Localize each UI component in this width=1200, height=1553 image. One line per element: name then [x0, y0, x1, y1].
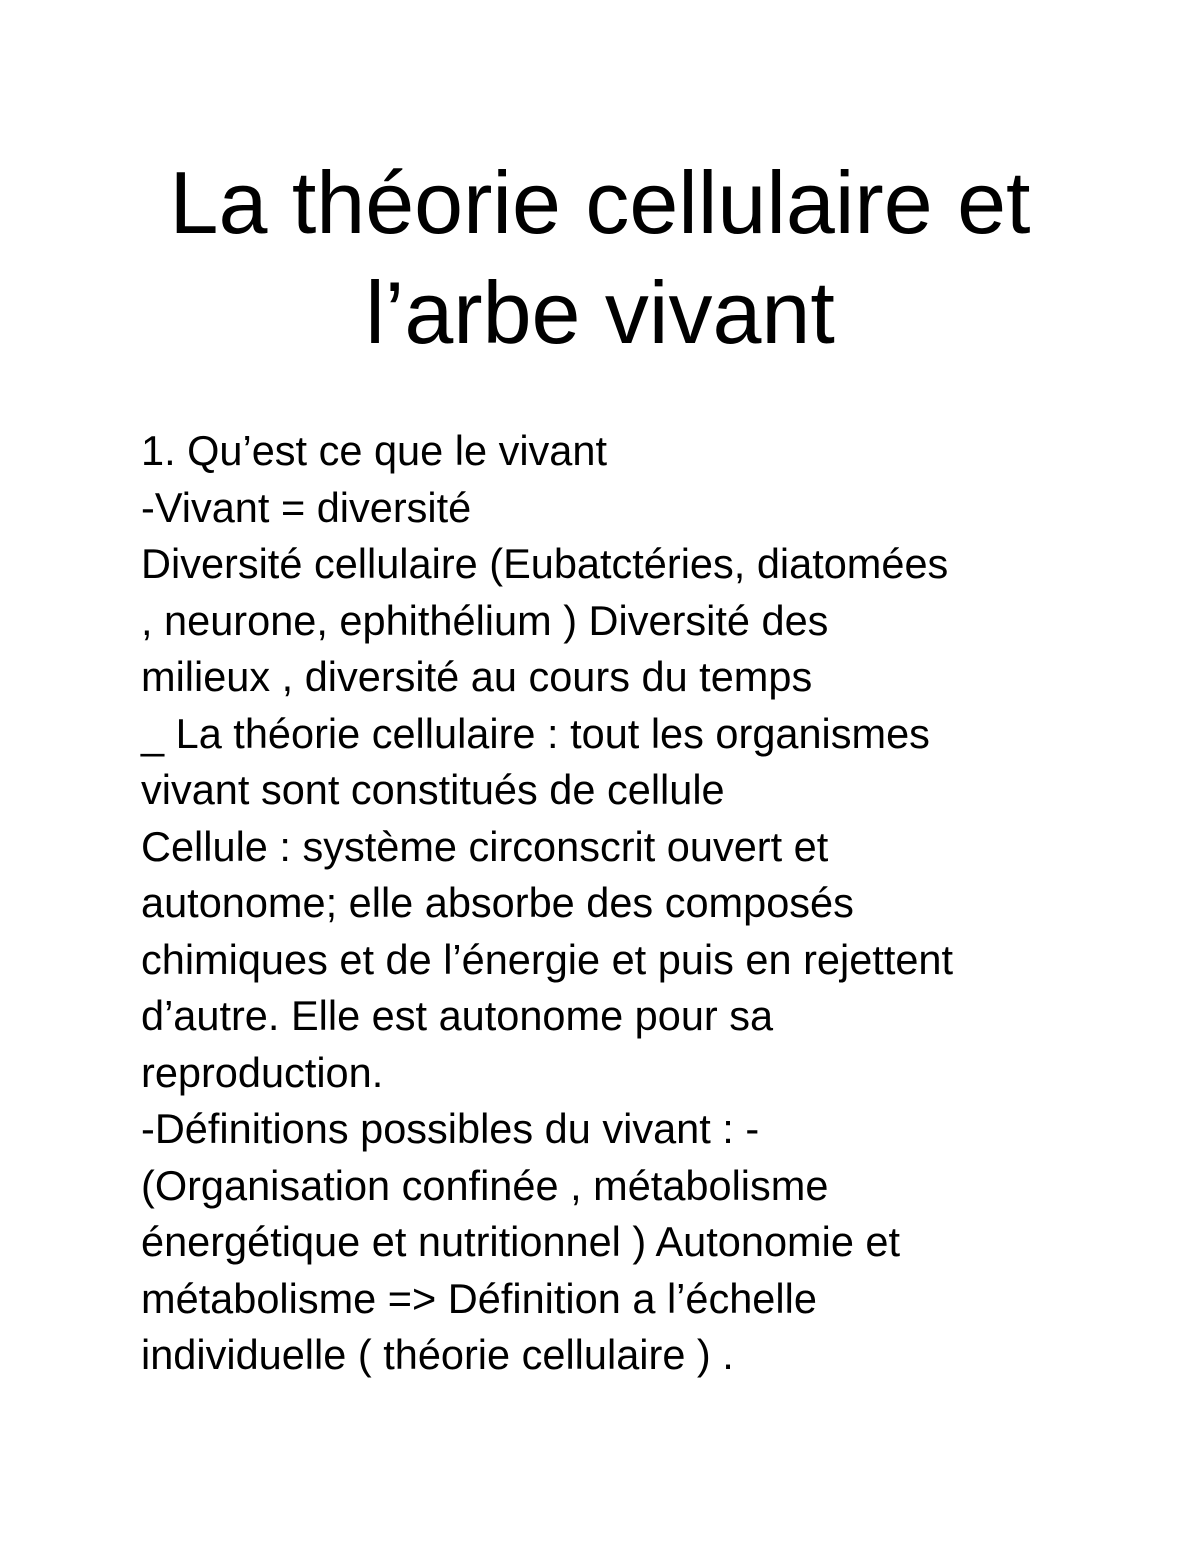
body-line: -Définitions possibles du vivant : - — [141, 1105, 760, 1152]
body-line: _ La théorie cellulaire : tout les organismes — [141, 709, 930, 757]
body-line: Cellule : système circonscrit ouvert et — [141, 822, 829, 870]
body-line: -Vivant = diversité — [141, 483, 472, 531]
document-body — [141, 423, 1141, 1384]
body-line: reproduction. — [141, 1048, 384, 1096]
body-line: individuelle ( théorie cellulaire ) . — [141, 1331, 734, 1378]
title-line-2: l’arbe vivant — [365, 263, 835, 362]
body-line: vivant sont constitués de cellule — [141, 766, 725, 813]
body-line: chimiques et de l’énergie et puis en rejettent — [141, 935, 954, 983]
body-line: autonome; elle absorbe des composés — [141, 879, 854, 926]
body-line: milieux , diversité au cours du temps — [141, 653, 813, 700]
title-line-1: La théorie cellulaire et — [169, 153, 1031, 252]
body-line: , neurone, ephithélium ) Diversité des — [141, 596, 829, 644]
body-line: (Organisation confinée , métabolisme — [141, 1161, 829, 1209]
document-title — [0, 148, 1200, 368]
body-line: Diversité cellulaire (Eubatctéries, diatomées — [141, 540, 949, 587]
body-line: énergétique et nutritionnel ) Autonomie et — [141, 1218, 901, 1265]
body-line-section-heading: 1. Qu’est ce que le vivant — [141, 427, 607, 474]
body-line: d’autre. Elle est autonome pour sa — [141, 992, 774, 1039]
body-line: métabolisme => Définition a l’échelle — [141, 1274, 817, 1322]
